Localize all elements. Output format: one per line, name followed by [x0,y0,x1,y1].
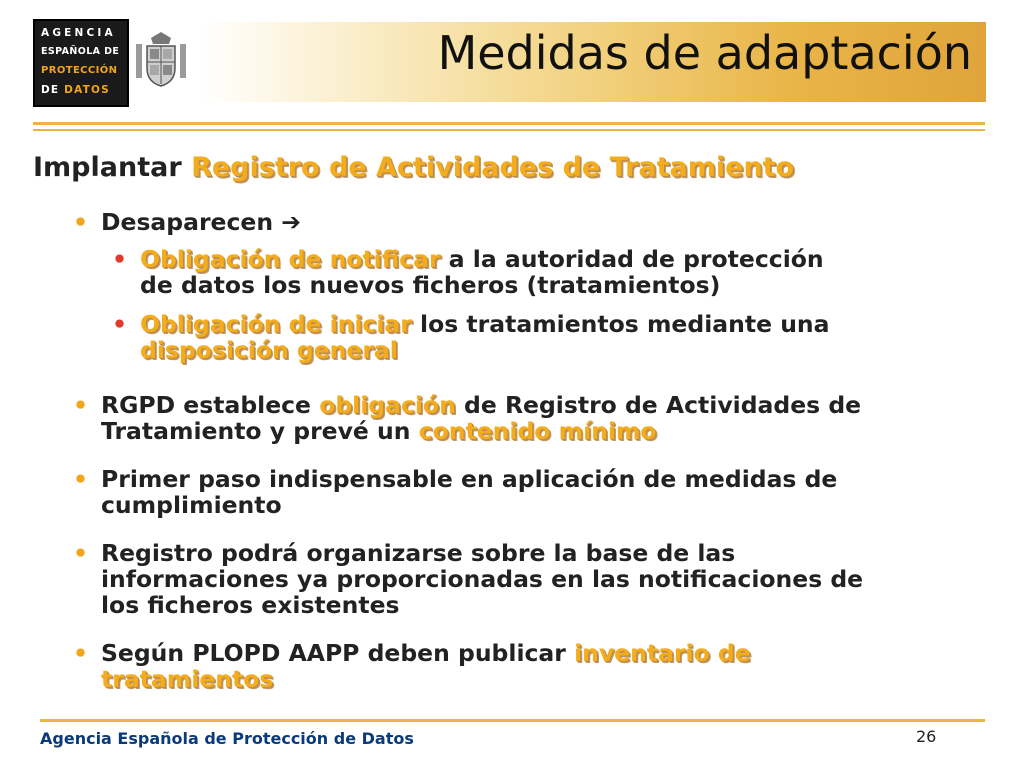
contenido-highlight: contenido mínimo [418,417,657,445]
sub-bullet-iniciar [112,311,992,365]
disposicion-highlight: disposición general [140,336,398,364]
title-banner [203,22,986,102]
desaparecen-text: Desaparecen [101,208,274,236]
primer-line1: Primer paso indispensable en aplicación de medidas de [101,465,838,493]
iniciar-rest: los tratamientos mediante una [420,310,830,338]
bullet-segun-plopd [73,640,1003,694]
bullet-dot: • [73,391,89,419]
page-number: 26 [916,727,937,746]
inventario-highlight: inventario de [574,639,751,667]
tratamientos-highlight: tratamientos [101,665,274,693]
logo-line-1: AGENCIA [41,27,116,39]
notificar-rest: a la autoridad de protección [448,245,824,273]
header-rule-top [33,122,985,125]
coat-of-arms-icon [133,30,189,90]
notificar-highlight: Obligación de notificar [140,245,441,273]
bullet-dot: • [73,639,89,667]
sub-bullet-dot: • [112,310,128,338]
registro-line1: Registro podrá organizarse sobre la base de las [101,539,736,567]
bullet-rgpd [73,392,1003,446]
bullet-primer-paso [73,466,1003,520]
footer-rule [40,719,985,722]
registro-line3: los ficheros existentes [101,591,400,619]
rgpd-line2-pre: Tratamiento y prevé un [101,417,411,445]
obligacion-highlight: obligación [319,391,456,419]
heading-highlight: Registro de Actividades de Tratamiento [191,152,795,183]
bullet-dot: • [73,208,89,236]
segun-pre: Según PLOPD AAPP deben publicar [101,639,566,667]
logo-line-2: ESPAÑOLA DE [41,46,120,57]
bullet-registro [73,540,1003,620]
bullet-desaparecen [73,209,973,235]
header-rule-bottom [33,129,985,131]
logo-line-4a: DE [41,84,60,96]
rgpd-rest: de Registro de Actividades de [464,391,862,419]
primer-line2: cumplimiento [101,491,282,519]
sub-bullet-notificar [112,246,992,300]
footer-org: Agencia Española de Protección de Datos [40,729,414,748]
bullet-dot: • [73,539,89,567]
right-arrow-icon: ➔ [281,208,301,236]
iniciar-highlight: Obligación de iniciar [140,310,412,338]
heading-prefix: Implantar [33,152,182,183]
slide-title: Medidas de adaptación [437,26,972,80]
logo-line-4 [41,84,110,96]
agency-logo [33,19,129,107]
logo-line-3: PROTECCIÓN [41,65,118,76]
logo-line-4b: DATOS [64,84,110,96]
bullet-dot: • [73,465,89,493]
section-heading [33,152,794,183]
registro-line2: informaciones ya proporcionadas en las notificaciones de [101,565,864,593]
rgpd-pre: RGPD establece [101,391,311,419]
sub-bullet-dot: • [112,245,128,273]
notificar-line2: de datos los nuevos ficheros (tratamientos) [140,271,721,299]
